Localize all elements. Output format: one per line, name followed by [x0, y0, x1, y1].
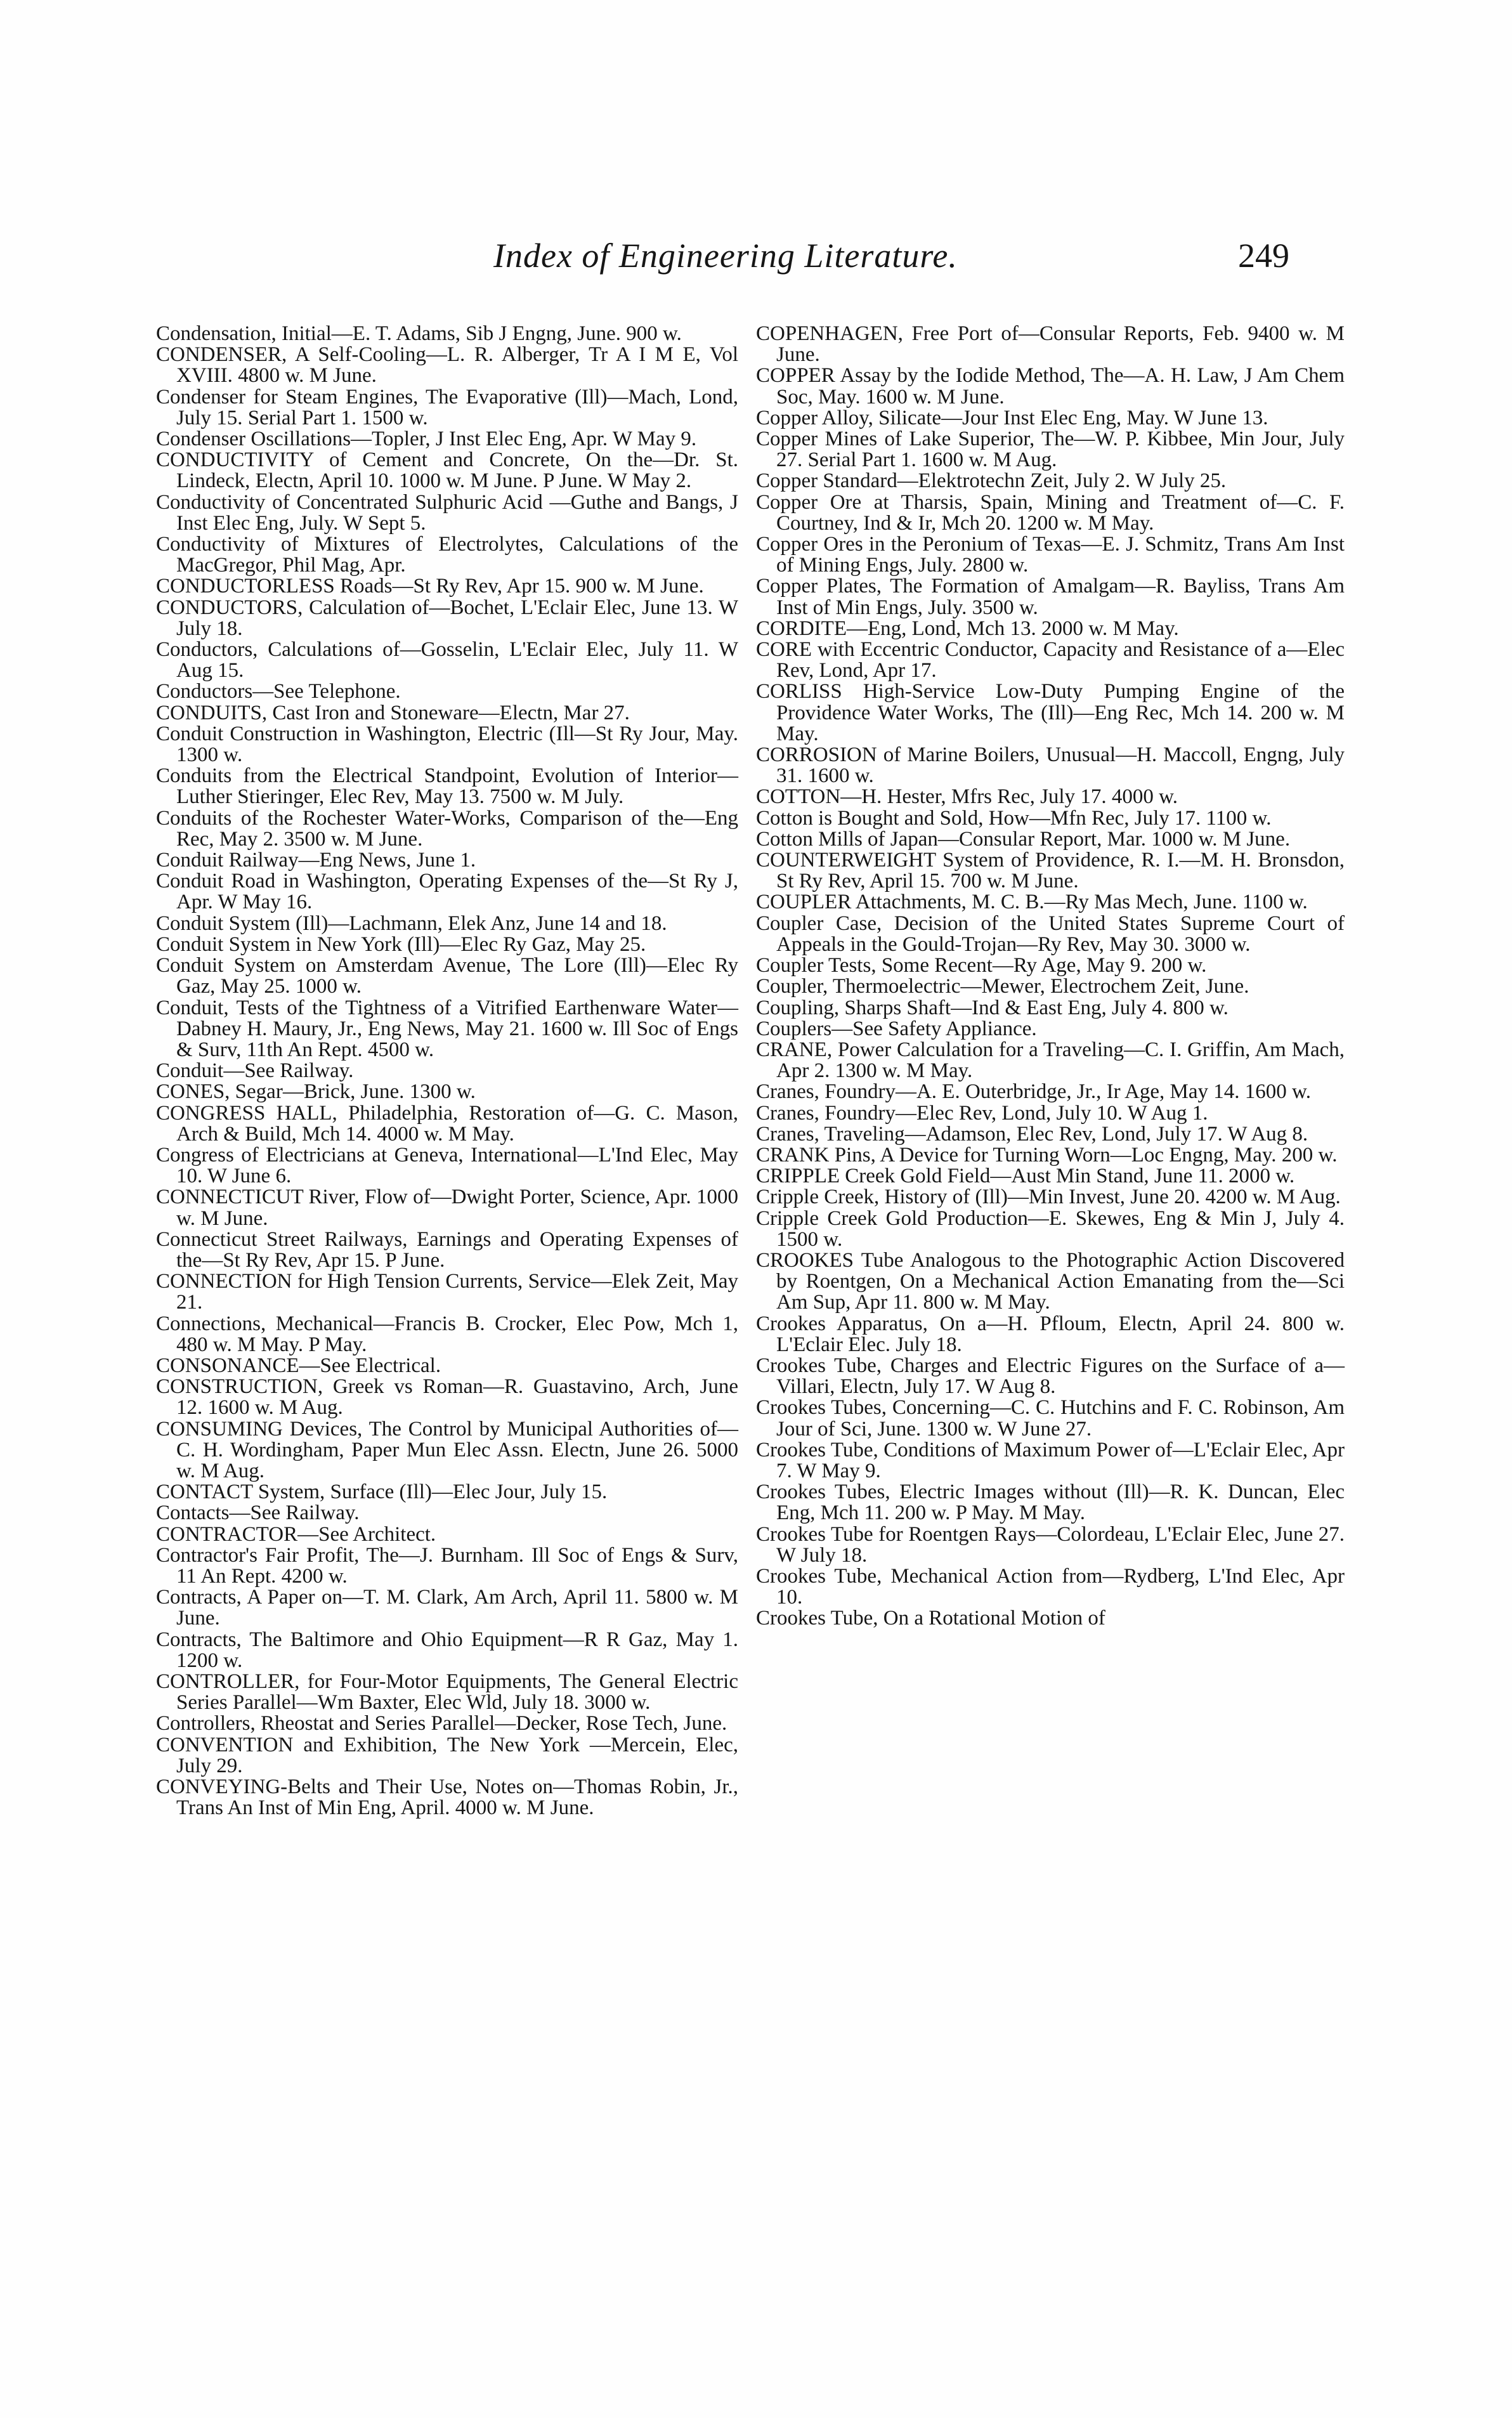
index-entry: Cranes, Traveling—Adamson, Elec Rev, Lond, July 17. W Aug 8. [756, 1122, 1308, 1146]
index-entry: Condensation, Initial—E. T. Adams, Sib J Engng, June. 900 w. [156, 322, 682, 345]
index-entry: Conduits from the Electrical Standpoint, Evolution of Interior—Luther Stieringer, Elec Rev, May 13. 7500 w. M July. [156, 764, 738, 809]
index-entry: Crookes Tube, Mechanical Action from—Rydberg, L'Ind Elec, Apr 10. [756, 1564, 1345, 1609]
index-entry: Copper Plates, The Formation of Amalgam—R. Bayliss, Trans Am Inst of Min Engs, July. 3500 w. [756, 575, 1345, 619]
index-entry: CONSTRUCTION, Greek vs Roman—R. Guastavino, Arch, June 12. 1600 w. M Aug. [156, 1375, 738, 1420]
index-entry: COUNTERWEIGHT System of Providence, R. I.—M. H. Bronsdon, St Ry Rev, April 15. 700 w. M June. [756, 849, 1345, 893]
page-title: Index of Engineering Literature. [493, 237, 958, 275]
index-entry: Controllers, Rheostat and Series Parallel—Decker, Rose Tech, June. [156, 1712, 727, 1735]
index-entry: Cranes, Foundry—A. E. Outerbridge, Jr., Ir Age, May 14. 1600 w. [756, 1080, 1311, 1104]
index-entry: Copper Mines of Lake Superior, The—W. P. Kibbee, Min Jour, July 27. Serial Part 1. 1600 w. M Aug. [756, 428, 1345, 472]
index-entry: COPENHAGEN, Free Port of—Consular Reports, Feb. 9400 w. M June. [756, 322, 1345, 367]
index-entry: Contracts, A Paper on—T. M. Clark, Am Arch, April 11. 5800 w. M June. [156, 1586, 738, 1630]
index-entry: Cotton is Bought and Sold, How—Mfn Rec, July 17. 1100 w. [756, 806, 1272, 830]
index-entry: CONES, Segar—Brick, June. 1300 w. [156, 1080, 476, 1104]
index-entry: Copper Alloy, Silicate—Jour Inst Elec Eng, May. W June 13. [756, 406, 1268, 429]
index-entry: Conductivity of Concentrated Sulphuric Acid —Guthe and Bangs, J Inst Elec Eng, July. W Sept 5. [156, 490, 738, 535]
index-entry: CONTACT System, Surface (Ill)—Elec Jour, July 15. [156, 1480, 608, 1504]
page-number: 249 [1238, 237, 1289, 275]
index-entry: Contractor's Fair Profit, The—J. Burnham. Ill Soc of Engs & Surv, 11 An Rept. 4200 w. [156, 1543, 738, 1588]
running-header [0, 236, 1512, 287]
index-entry: CONSUMING Devices, The Control by Municipal Authorities of—C. H. Wordingham, Paper Mun Elec Assn. Electn, June 26. 5000 w. M Aug. [156, 1417, 738, 1482]
index-entry: CONTRACTOR—See Architect. [156, 1522, 436, 1546]
index-entry: Copper Ores in the Peronium of Texas—E. J. Schmitz, Trans Am Inst of Mining Engs, July. 2800 w. [756, 533, 1345, 577]
index-entry: Conduit Construction in Washington, Electric (Ill—St Ry Jour, May. 1300 w. [156, 722, 738, 767]
index-entry: Connections, Mechanical—Francis B. Crocker, Elec Pow, Mch 1, 480 w. M May. P May. [156, 1312, 738, 1356]
index-entry: Cotton Mills of Japan—Consular Report, Mar. 1000 w. M June. [756, 827, 1291, 851]
index-entry: Coupling, Sharps Shaft—Ind & East Eng, July 4. 800 w. [756, 996, 1228, 1019]
index-entry: Cripple Creek Gold Production—E. Skewes, Eng & Min J, July 4. 1500 w. [756, 1206, 1345, 1251]
index-entry: CORROSION of Marine Boilers, Unusual—H. Maccoll, Engng, July 31. 1600 w. [756, 743, 1345, 788]
index-entry: Connecticut Street Railways, Earnings and Operating Expenses of the—St Ry Rev, Apr 15. P June. [156, 1227, 738, 1272]
index-entry: CONSONANCE—See Electrical. [156, 1354, 441, 1377]
index-entry: COTTON—H. Hester, Mfrs Rec, July 17. 4000 w. [756, 785, 1178, 809]
index-entry: CONGRESS HALL, Philadelphia, Restoration of—G. C. Mason, Arch & Build, Mch 14. 4000 w. M May. [156, 1101, 738, 1146]
index-entry: CONNECTICUT River, Flow of—Dwight Porter, Science, Apr. 1000 w. M June. [156, 1186, 738, 1230]
index-entry: CONVEYING-Belts and Their Use, Notes on—Thomas Robin, Jr., Trans An Inst of Min Eng, April. 4000 w. M June. [156, 1775, 738, 1820]
index-entry: CRANE, Power Calculation for a Traveling—C. I. Griffin, Am Mach, Apr 2. 1300 w. M May. [756, 1038, 1345, 1083]
index-entry: Cripple Creek, History of (Ill)—Min Invest, June 20. 4200 w. M Aug. [756, 1186, 1341, 1209]
index-entry: COPPER Assay by the Iodide Method, The—A. H. Law, J Am Chem Soc, May. 1600 w. M June. [756, 364, 1345, 408]
index-entry: CONDUCTIVITY of Cement and Concrete, On the—Dr. St. Lindeck, Electn, April 10. 1000 w. M June. P June. W May 2. [156, 448, 738, 493]
index-entry: CONNECTION for High Tension Currents, Service—Elek Zeit, May 21. [156, 1270, 738, 1314]
index-entry: CONDUCTORS, Calculation of—Bochet, L'Eclair Elec, June 13. W July 18. [156, 596, 738, 640]
index-entry: Conduits of the Rochester Water-Works, Comparison of the—Eng Rec, May 2. 3500 w. M June. [156, 806, 738, 851]
index-entry: Coupler, Thermoelectric—Mewer, Electrochem Zeit, June. [756, 975, 1249, 998]
index-entry: CORE with Eccentric Conductor, Capacity and Resistance of a—Elec Rev, Lond, Apr 17. [756, 638, 1345, 683]
index-entry: Conduit System in New York (Ill)—Elec Ry Gaz, May 25. [156, 932, 646, 956]
index-entry: CONDENSER, A Self-Cooling—L. R. Alberger, Tr A I M E, Vol XVIII. 4800 w. M June. [156, 343, 738, 388]
index-entry: CONVENTION and Exhibition, The New York —Mercein, Elec, July 29. [156, 1733, 738, 1777]
index-entry: Condenser for Steam Engines, The Evaporative (Ill)—Mach, Lond, July 15. Serial Part 1. 1500 w. [156, 385, 738, 429]
index-entry: Conduit—See Railway. [156, 1059, 354, 1083]
index-entry: Coupler Tests, Some Recent—Ry Age, May 9. 200 w. [756, 954, 1207, 977]
index-entry: Crookes Tube, Charges and Electric Figures on the Surface of a—Villari, Electn, July 17. W Aug 8. [756, 1354, 1345, 1399]
index-entry: CRANK Pins, A Device for Turning Worn—Loc Engng, May. 200 w. [756, 1143, 1338, 1167]
index-entry: Crookes Tube, Conditions of Maximum Power of—L'Eclair Elec, Apr 7. W May 9. [756, 1438, 1345, 1482]
index-entry: Congress of Electricians at Geneva, International—L'Ind Elec, May 10. W June 6. [156, 1143, 738, 1188]
index-entry: CORLISS High-Service Low-Duty Pumping Engine of the Providence Water Works, The (Ill)—Eng Rec, Mch 14. 200 w. M May. [756, 680, 1345, 745]
index-entry: Cranes, Foundry—Elec Rev, Lond, July 10. W Aug 1. [756, 1101, 1208, 1125]
index-entry: Contracts, The Baltimore and Ohio Equipment—R R Gaz, May 1. 1200 w. [156, 1628, 738, 1672]
index-entry: Conductivity of Mixtures of Electrolytes, Calculations of the MacGregor, Phil Mag, Apr. [156, 533, 738, 577]
index-entry: Crookes Apparatus, On a—H. Pfloum, Electn, April 24. 800 w. L'Eclair Elec. July 18. [756, 1312, 1345, 1356]
index-entry: CONTROLLER, for Four-Motor Equipments, The General Electric Series Parallel—Wm Baxter, Elec Wld, July 18. 3000 w. [156, 1670, 738, 1715]
index-entry: Conduit Railway—Eng News, June 1. [156, 849, 476, 872]
index-entry: Coupler Case, Decision of the United States Supreme Court of Appeals in the Gould-Trojan—Ry Rev, May 30. 3000 w. [756, 912, 1345, 956]
index-entry: Contacts—See Railway. [156, 1501, 360, 1525]
index-entry: COUPLER Attachments, M. C. B.—Ry Mas Mech, June. 1100 w. [756, 891, 1308, 914]
index-entry: CRIPPLE Creek Gold Field—Aust Min Stand, June 11. 2000 w. [756, 1165, 1295, 1188]
index-entry: Conduit System (Ill)—Lachmann, Elek Anz, June 14 and 18. [156, 912, 667, 935]
index-entry: Couplers—See Safety Appliance. [756, 1017, 1037, 1040]
right-index-column [756, 323, 1345, 1630]
index-entry: Conduit System on Amsterdam Avenue, The Lore (Ill)—Elec Ry Gaz, May 25. 1000 w. [156, 954, 738, 998]
index-entry: CORDITE—Eng, Lond, Mch 13. 2000 w. M May. [756, 617, 1179, 640]
left-index-column [156, 323, 738, 1819]
index-entry: CONDUITS, Cast Iron and Stoneware—Electn, Mar 27. [156, 701, 630, 724]
index-entry: Copper Standard—Elektrotechn Zeit, July 2. W July 25. [756, 469, 1227, 493]
index-entry: Crookes Tubes, Concerning—C. C. Hutchins and F. C. Robinson, Am Jour of Sci, June. 1300 w. W June 27. [756, 1396, 1345, 1441]
index-entry: CROOKES Tube Analogous to the Photographic Action Discovered by Roentgen, On a Mechanical Action Emanating from the—Sci Am Sup, Apr 11. 800 w. M May. [756, 1248, 1345, 1314]
index-entry: Conductors—See Telephone. [156, 680, 401, 703]
index-entry: Crookes Tubes, Electric Images without (Ill)—R. K. Duncan, Elec Eng, Mch 11. 200 w. P May. M May. [756, 1480, 1345, 1525]
index-entry: Conduit, Tests of the Tightness of a Vitrified Earthenware Water—Dabney H. Maury, Jr., Eng News, May 21. 1600 w. Ill Soc of Engs & Surv, 11th An Rept. 4500 w. [156, 996, 738, 1061]
index-entry: Conduit Road in Washington, Operating Expenses of the—St Ry J, Apr. W May 16. [156, 870, 738, 914]
index-entry: CONDUCTORLESS Roads—St Ry Rev, Apr 15. 900 w. M June. [156, 575, 704, 598]
index-entry: Copper Ore at Tharsis, Spain, Mining and Treatment of—C. F. Courtney, Ind & Ir, Mch 20. 1200 w. M May. [756, 490, 1345, 535]
index-entry: Condenser Oscillations—Topler, J Inst Elec Eng, Apr. W May 9. [156, 428, 697, 451]
index-entry: Crookes Tube, On a Rotational Motion of [756, 1607, 1105, 1630]
index-entry: Crookes Tube for Roentgen Rays—Colordeau, L'Eclair Elec, June 27. W July 18. [756, 1522, 1345, 1567]
index-entry: Conductors, Calculations of—Gosselin, L'Eclair Elec, July 11. W Aug 15. [156, 638, 738, 683]
